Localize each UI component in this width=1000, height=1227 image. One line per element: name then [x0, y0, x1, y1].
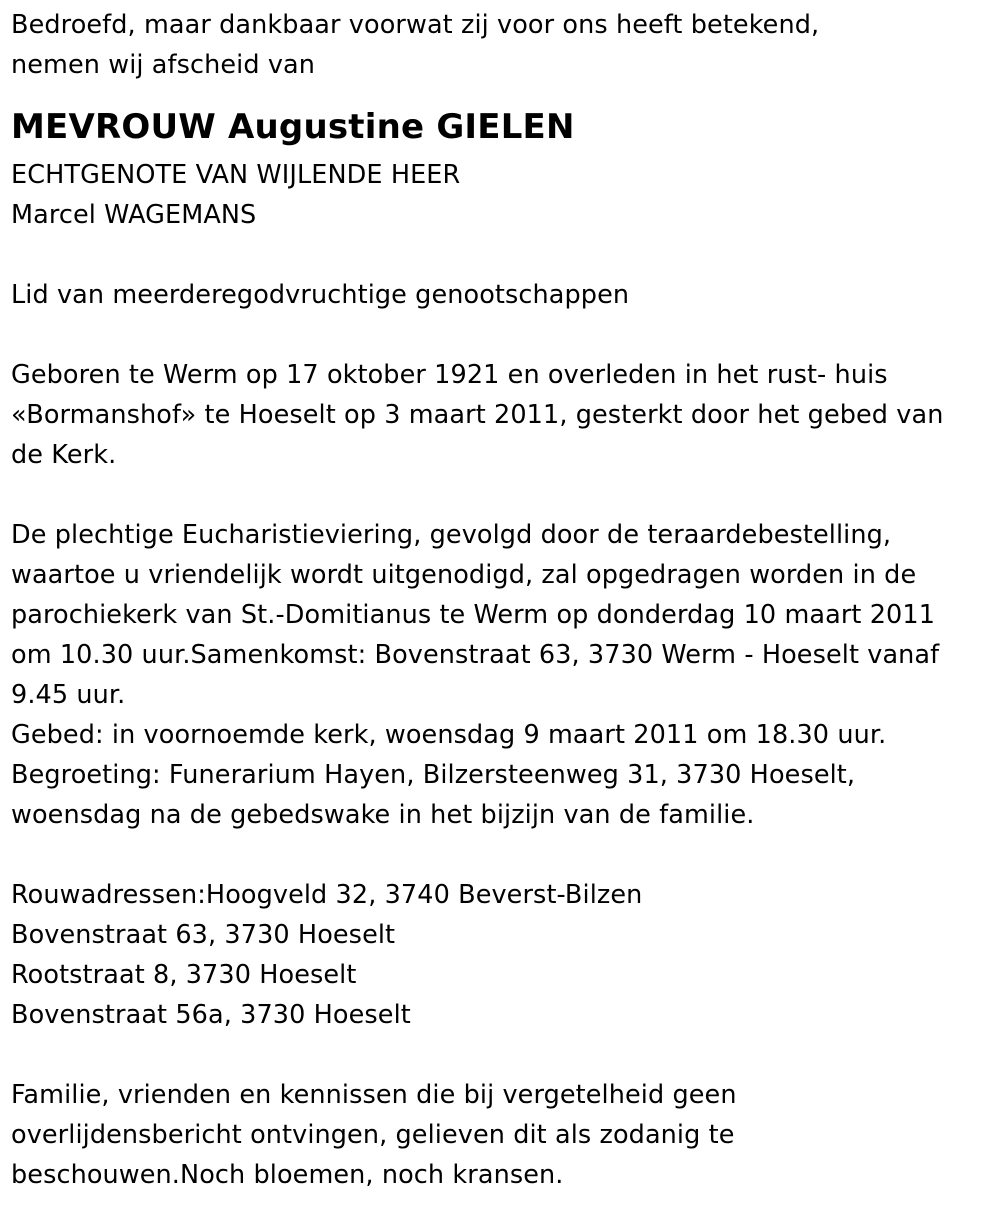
ceremony-line: De plechtige Eucharistieviering, gevolgd door de teraardebestelling,	[11, 520, 892, 550]
intro-line: Bedroefd, maar dankbaar voorwat zij voor ons heeft betekend,	[11, 10, 820, 40]
closing-line: overlijdensbericht ontvingen, gelieven dit als zodanig te	[11, 1120, 735, 1150]
spacer	[11, 835, 1000, 875]
spacer	[11, 315, 1000, 355]
spouse-title: ECHTGENOTE VAN WIJLENDE HEER	[11, 160, 461, 190]
ceremony-line: 9.45 uur.	[11, 680, 126, 710]
membership-text: Lid van meerderegodvruchtige genootschappen	[11, 280, 630, 310]
intro-line: nemen wij afscheid van	[11, 50, 315, 80]
address-line: Rouwadressen:Hoogveld 32, 3740 Beverst-Bilzen	[11, 880, 643, 910]
spacer	[11, 235, 1000, 275]
address-line: Bovenstraat 56a, 3730 Hoeselt	[11, 1000, 411, 1030]
spacer	[11, 475, 1000, 515]
closing-line: beschouwen.Noch bloemen, noch kransen.	[11, 1160, 564, 1190]
birth-death-line: «Bormanshof» te Hoeselt op 3 maart 2011, gesterkt door het gebed van	[11, 400, 944, 430]
ceremony-line: waartoe u vriendelijk wordt uitgenodigd, zal opgedragen worden in de	[11, 560, 917, 590]
deceased-name: MEVROUW Augustine GIELEN	[11, 107, 575, 147]
ceremony-line: parochiekerk van St.-Domitianus te Werm op donderdag 10 maart 2011	[11, 600, 936, 630]
address-line: Rootstraat 8, 3730 Hoeselt	[11, 960, 357, 990]
ceremony-line: om 10.30 uur.Samenkomst: Bovenstraat 63, 3730 Werm - Hoeselt vanaf	[11, 640, 940, 670]
address-line: Bovenstraat 63, 3730 Hoeselt	[11, 920, 396, 950]
spacer	[11, 1035, 1000, 1075]
closing-line: Familie, vrienden en kennissen die bij vergetelheid geen	[11, 1080, 737, 1110]
spouse-name: Marcel WAGEMANS	[11, 200, 257, 230]
greeting-line: Begroeting: Funerarium Hayen, Bilzersteenweg 31, 3730 Hoeselt,	[11, 760, 856, 790]
birth-death-line: de Kerk.	[11, 440, 117, 470]
greeting-line: woensdag na de gebedswake in het bijzijn van de familie.	[11, 800, 755, 830]
birth-death-line: Geboren te Werm op 17 oktober 1921 en overleden in het rust- huis	[11, 360, 888, 390]
prayer-line: Gebed: in voornoemde kerk, woensdag 9 maart 2011 om 18.30 uur.	[11, 720, 887, 750]
